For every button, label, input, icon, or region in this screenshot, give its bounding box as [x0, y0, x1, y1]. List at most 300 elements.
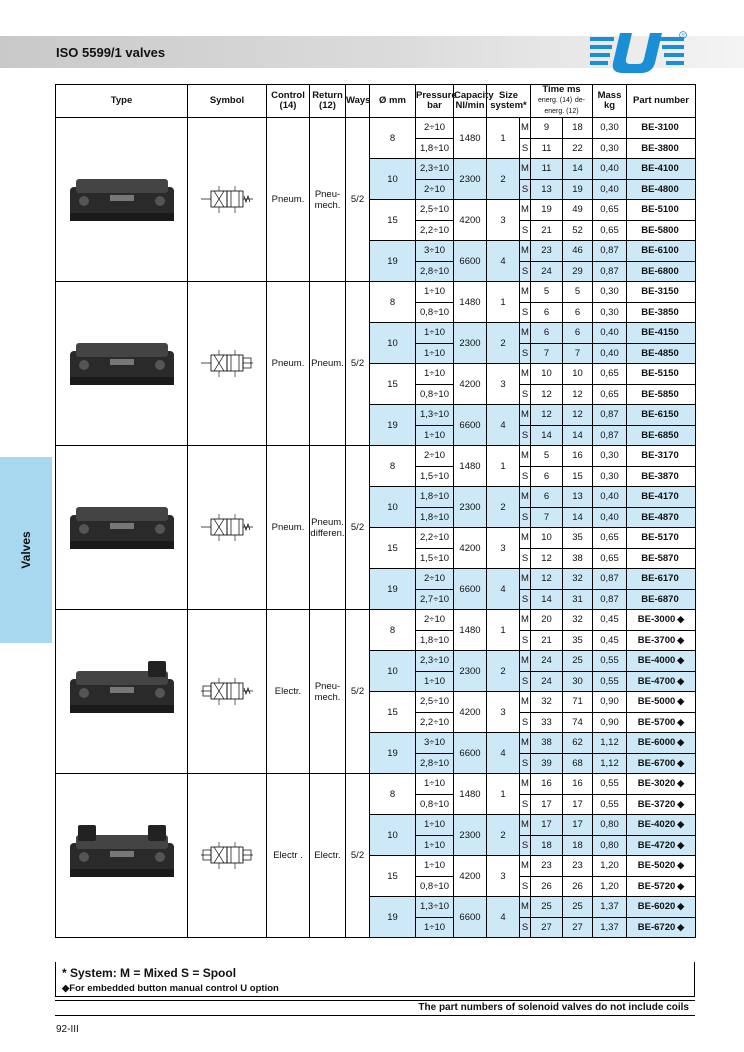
header-diameter: Ø mm	[370, 85, 416, 118]
system-cell: M	[520, 323, 531, 344]
pressure-cell: 2,5÷10	[416, 692, 454, 713]
time-deenerg-cell: 25	[563, 897, 593, 918]
part-number-cell	[627, 343, 696, 364]
time-deenerg-cell: 32	[563, 569, 593, 590]
mass-cell: 0,30	[593, 446, 627, 467]
part-number-cell	[627, 897, 696, 918]
size-cell: 4	[487, 897, 520, 938]
diameter-cell: 8	[370, 774, 416, 815]
size-cell: 4	[487, 733, 520, 774]
mass-cell: 0,65	[593, 364, 627, 385]
part-number-cell	[627, 179, 696, 200]
diameter-cell: 15	[370, 364, 416, 405]
capacity-cell: 4200	[454, 692, 487, 733]
part-number-cell	[627, 794, 696, 815]
manual-control-marker-icon: ◆	[677, 634, 685, 645]
time-energ-cell: 21	[531, 220, 563, 241]
part-number: BE-6020	[637, 901, 676, 913]
time-deenerg-cell: 46	[563, 241, 593, 262]
pressure-cell: 1÷10	[416, 343, 454, 364]
capacity-cell: 4200	[454, 364, 487, 405]
part-number-cell	[627, 384, 696, 405]
system-cell: S	[520, 548, 531, 569]
time-deenerg-cell: 35	[563, 630, 593, 651]
time-energ-cell: 21	[531, 630, 563, 651]
system-cell: S	[520, 876, 531, 897]
valve-photo-icon	[62, 821, 182, 891]
part-number-cell	[627, 753, 696, 774]
time-deenerg-cell: 31	[563, 589, 593, 610]
time-energ-cell: 5	[531, 446, 563, 467]
coil-note: The part numbers of solenoid valves do not include coils	[55, 1000, 695, 1016]
valve-symbol-icon	[191, 511, 263, 545]
time-deenerg-cell: 17	[563, 815, 593, 836]
diameter-cell: 19	[370, 241, 416, 282]
part-number: BE-4100	[641, 163, 679, 175]
time-energ-cell: 13	[531, 179, 563, 200]
pressure-cell: 1,8÷10	[416, 630, 454, 651]
time-deenerg-cell: 16	[563, 446, 593, 467]
system-cell: S	[520, 343, 531, 364]
mass-cell: 0,87	[593, 241, 627, 262]
header-time: Time ms energ. (14) de-energ. (12)	[531, 85, 593, 118]
control-cell: Pneum.	[267, 118, 310, 282]
table-row	[56, 610, 696, 631]
mass-cell: 0,30	[593, 302, 627, 323]
part-number-cell	[627, 446, 696, 467]
time-deenerg-cell: 30	[563, 671, 593, 692]
time-energ-cell: 17	[531, 794, 563, 815]
system-cell: S	[520, 835, 531, 856]
system-cell: S	[520, 138, 531, 159]
part-number: BE-4800	[641, 183, 679, 195]
time-deenerg-cell: 18	[563, 118, 593, 139]
system-cell: M	[520, 282, 531, 303]
ways-cell: 5/2	[346, 282, 370, 446]
pressure-cell: 2÷10	[416, 446, 454, 467]
mass-cell: 1,20	[593, 876, 627, 897]
system-cell: M	[520, 487, 531, 508]
control-cell: Electr .	[267, 774, 310, 938]
time-deenerg-cell: 23	[563, 856, 593, 877]
part-number: BE-3870	[641, 470, 679, 482]
time-energ-cell: 26	[531, 876, 563, 897]
footer-legend	[55, 962, 695, 997]
part-number: BE-3800	[641, 142, 679, 154]
part-number: BE-6170	[641, 573, 679, 585]
part-number-cell	[627, 159, 696, 180]
system-cell: S	[520, 630, 531, 651]
capacity-cell: 2300	[454, 651, 487, 692]
pressure-cell: 0,8÷10	[416, 302, 454, 323]
part-number: BE-6720	[637, 921, 676, 933]
part-number: BE-5020	[637, 860, 676, 872]
diameter-cell: 15	[370, 692, 416, 733]
valve-table	[55, 84, 696, 938]
pressure-cell: 2÷10	[416, 118, 454, 139]
mass-cell: 0,87	[593, 425, 627, 446]
time-deenerg-cell: 74	[563, 712, 593, 733]
time-energ-cell: 20	[531, 610, 563, 631]
mass-cell: 0,45	[593, 630, 627, 651]
system-cell: S	[520, 384, 531, 405]
mass-cell: 0,87	[593, 589, 627, 610]
time-deenerg-cell: 18	[563, 835, 593, 856]
time-energ-cell: 27	[531, 917, 563, 938]
part-number-cell	[627, 774, 696, 795]
part-number: BE-3850	[641, 306, 679, 318]
part-number: BE-4720	[637, 839, 676, 851]
diameter-cell: 19	[370, 897, 416, 938]
mass-cell: 0,30	[593, 466, 627, 487]
mass-cell: 0,90	[593, 712, 627, 733]
size-cell: 1	[487, 446, 520, 487]
part-number: BE-4170	[641, 491, 679, 503]
manual-control-marker-icon: ◆	[677, 880, 685, 891]
diameter-cell: 8	[370, 282, 416, 323]
size-cell: 2	[487, 815, 520, 856]
part-number-cell	[627, 712, 696, 733]
time-deenerg-cell: 19	[563, 179, 593, 200]
size-cell: 2	[487, 323, 520, 364]
option-legend: ◆For embedded button manual control U option	[62, 983, 279, 994]
part-number: BE-4000	[637, 655, 676, 667]
size-cell: 1	[487, 774, 520, 815]
manual-control-marker-icon: ◆	[677, 614, 685, 625]
time-deenerg-cell: 71	[563, 692, 593, 713]
control-cell: Electr.	[267, 610, 310, 774]
capacity-cell: 6600	[454, 241, 487, 282]
system-cell: S	[520, 466, 531, 487]
mass-cell: 0,65	[593, 384, 627, 405]
mass-cell: 1,37	[593, 917, 627, 938]
manual-control-marker-icon: ◆	[677, 839, 685, 850]
size-cell: 3	[487, 200, 520, 241]
pressure-cell: 2,2÷10	[416, 712, 454, 733]
time-deenerg-cell: 14	[563, 159, 593, 180]
system-cell: S	[520, 425, 531, 446]
diameter-cell: 10	[370, 487, 416, 528]
valve-photo-icon	[62, 657, 182, 727]
ways-cell: 5/2	[346, 118, 370, 282]
mass-cell: 0,45	[593, 610, 627, 631]
capacity-cell: 1480	[454, 282, 487, 323]
time-deenerg-cell: 14	[563, 425, 593, 446]
pressure-cell: 0,8÷10	[416, 876, 454, 897]
mass-cell: 0,65	[593, 220, 627, 241]
diameter-cell: 15	[370, 856, 416, 897]
time-deenerg-cell: 27	[563, 917, 593, 938]
time-deenerg-cell: 6	[563, 323, 593, 344]
size-cell: 2	[487, 159, 520, 200]
part-number: BE-3020	[637, 778, 676, 790]
mass-cell: 0,40	[593, 323, 627, 344]
part-number: BE-4020	[637, 819, 676, 831]
system-cell: S	[520, 671, 531, 692]
part-number: BE-5850	[641, 388, 679, 400]
ways-cell: 5/2	[346, 774, 370, 938]
part-number: BE-4700	[637, 675, 676, 687]
system-cell: S	[520, 261, 531, 282]
system-cell: M	[520, 528, 531, 549]
size-cell: 3	[487, 364, 520, 405]
capacity-cell: 1480	[454, 446, 487, 487]
time-energ-cell: 17	[531, 815, 563, 836]
time-deenerg-cell: 25	[563, 651, 593, 672]
pressure-cell: 0,8÷10	[416, 794, 454, 815]
system-cell: M	[520, 446, 531, 467]
pressure-cell: 1,8÷10	[416, 487, 454, 508]
part-number: BE-6800	[641, 265, 679, 277]
time-deenerg-cell: 12	[563, 384, 593, 405]
part-number-cell	[627, 733, 696, 754]
part-number-cell	[627, 241, 696, 262]
pressure-cell: 2,2÷10	[416, 528, 454, 549]
mass-cell: 0,30	[593, 118, 627, 139]
time-energ-cell: 11	[531, 138, 563, 159]
mass-cell: 0,80	[593, 815, 627, 836]
manual-control-marker-icon: ◆	[677, 778, 685, 789]
time-energ-cell: 24	[531, 651, 563, 672]
pressure-cell: 1÷10	[416, 323, 454, 344]
diameter-cell: 10	[370, 651, 416, 692]
part-number-cell	[627, 466, 696, 487]
part-number-cell	[627, 835, 696, 856]
time-deenerg-cell: 16	[563, 774, 593, 795]
mass-cell: 1,37	[593, 897, 627, 918]
diameter-cell: 15	[370, 200, 416, 241]
pressure-cell: 1,5÷10	[416, 466, 454, 487]
pressure-cell: 2,2÷10	[416, 220, 454, 241]
time-energ-cell: 19	[531, 200, 563, 221]
size-cell: 4	[487, 241, 520, 282]
type-image-cell	[56, 282, 188, 446]
system-cell: M	[520, 405, 531, 426]
pressure-cell: 3÷10	[416, 241, 454, 262]
size-cell: 1	[487, 282, 520, 323]
manual-control-marker-icon: ◆	[677, 737, 685, 748]
part-number: BE-3100	[641, 122, 679, 134]
valve-photo-icon	[62, 329, 182, 399]
time-deenerg-cell: 68	[563, 753, 593, 774]
pressure-cell: 1÷10	[416, 671, 454, 692]
time-deenerg-cell: 35	[563, 528, 593, 549]
mass-cell: 0,55	[593, 774, 627, 795]
mass-cell: 0,65	[593, 200, 627, 221]
time-deenerg-cell: 12	[563, 405, 593, 426]
mass-cell: 0,40	[593, 487, 627, 508]
part-number-cell	[627, 569, 696, 590]
time-energ-cell: 7	[531, 507, 563, 528]
part-number-cell	[627, 856, 696, 877]
part-number-cell	[627, 630, 696, 651]
capacity-cell: 1480	[454, 774, 487, 815]
capacity-cell: 6600	[454, 733, 487, 774]
pressure-cell: 2,3÷10	[416, 159, 454, 180]
pressure-cell: 1,3÷10	[416, 405, 454, 426]
part-number-cell	[627, 589, 696, 610]
time-energ-cell: 11	[531, 159, 563, 180]
time-energ-cell: 6	[531, 466, 563, 487]
pressure-cell: 1,3÷10	[416, 897, 454, 918]
capacity-cell: 2300	[454, 159, 487, 200]
system-cell: M	[520, 159, 531, 180]
time-energ-cell: 9	[531, 118, 563, 139]
system-cell: S	[520, 794, 531, 815]
part-number-cell	[627, 671, 696, 692]
time-energ-cell: 12	[531, 548, 563, 569]
pressure-cell: 2,8÷10	[416, 261, 454, 282]
time-deenerg-cell: 38	[563, 548, 593, 569]
system-cell: M	[520, 610, 531, 631]
part-number-cell	[627, 548, 696, 569]
system-cell: M	[520, 364, 531, 385]
mass-cell: 0,40	[593, 343, 627, 364]
part-number-cell	[627, 692, 696, 713]
capacity-cell: 4200	[454, 528, 487, 569]
system-cell: S	[520, 712, 531, 733]
capacity-cell: 6600	[454, 405, 487, 446]
part-number-cell	[627, 323, 696, 344]
manual-control-marker-icon: ◆	[677, 819, 685, 830]
part-number: BE-5870	[641, 552, 679, 564]
side-tab-valves[interactable]: Valves	[0, 457, 52, 643]
part-number-cell	[627, 138, 696, 159]
diameter-cell: 10	[370, 815, 416, 856]
return-cell: Pneum. differen.	[310, 446, 346, 610]
manual-control-marker-icon: ◆	[677, 860, 685, 871]
part-number-cell	[627, 610, 696, 631]
system-cell: M	[520, 241, 531, 262]
valve-symbol-icon	[191, 183, 263, 217]
mass-cell: 1,12	[593, 733, 627, 754]
part-number-cell	[627, 302, 696, 323]
pressure-cell: 0,8÷10	[416, 384, 454, 405]
manual-control-marker-icon: ◆	[677, 798, 685, 809]
diameter-cell: 19	[370, 405, 416, 446]
mass-cell: 0,80	[593, 835, 627, 856]
valve-symbol-icon	[191, 839, 263, 873]
diameter-cell: 10	[370, 159, 416, 200]
mass-cell: 1,20	[593, 856, 627, 877]
part-number: BE-3700	[637, 634, 676, 646]
symbol-cell	[188, 610, 267, 774]
pressure-cell: 2÷10	[416, 179, 454, 200]
part-number: BE-5150	[641, 368, 679, 380]
manual-control-marker-icon: ◆	[677, 696, 685, 707]
mass-cell: 0,40	[593, 179, 627, 200]
capacity-cell: 1480	[454, 610, 487, 651]
header-part-number: Part number	[627, 85, 696, 118]
size-cell: 1	[487, 118, 520, 159]
system-cell: S	[520, 302, 531, 323]
part-number: BE-3150	[641, 286, 679, 298]
size-cell: 3	[487, 692, 520, 733]
type-image-cell	[56, 610, 188, 774]
time-energ-cell: 6	[531, 323, 563, 344]
capacity-cell: 4200	[454, 856, 487, 897]
diameter-cell: 8	[370, 118, 416, 159]
part-number-cell	[627, 651, 696, 672]
header-control: Control (14)	[267, 85, 310, 118]
return-cell: Pneum.	[310, 282, 346, 446]
time-deenerg-cell: 29	[563, 261, 593, 282]
page-title: ISO 5599/1 valves	[56, 45, 166, 60]
time-deenerg-cell: 49	[563, 200, 593, 221]
diameter-cell: 15	[370, 528, 416, 569]
diameter-cell: 8	[370, 446, 416, 487]
mass-cell: 0,87	[593, 569, 627, 590]
part-number: BE-6850	[641, 429, 679, 441]
return-cell: Electr.	[310, 774, 346, 938]
mass-cell: 0,40	[593, 159, 627, 180]
table-row	[56, 282, 696, 303]
svg-text:R: R	[681, 32, 685, 38]
type-image-cell	[56, 446, 188, 610]
system-cell: M	[520, 897, 531, 918]
header-pressure: Pressure bar	[416, 85, 454, 118]
time-energ-cell: 23	[531, 241, 563, 262]
time-energ-cell: 14	[531, 425, 563, 446]
time-energ-cell: 14	[531, 589, 563, 610]
time-energ-cell: 24	[531, 671, 563, 692]
mass-cell: 0,30	[593, 282, 627, 303]
part-number-cell	[627, 364, 696, 385]
control-cell: Pneum.	[267, 282, 310, 446]
part-number: BE-5100	[641, 204, 679, 216]
part-number: BE-6100	[641, 245, 679, 257]
part-number: BE-5000	[637, 696, 676, 708]
time-deenerg-cell: 62	[563, 733, 593, 754]
capacity-cell: 2300	[454, 815, 487, 856]
time-deenerg-cell: 7	[563, 343, 593, 364]
ways-cell: 5/2	[346, 610, 370, 774]
system-cell: S	[520, 917, 531, 938]
header-mass: Mass kg	[593, 85, 627, 118]
part-number-cell	[627, 528, 696, 549]
part-number-cell	[627, 487, 696, 508]
system-cell: S	[520, 220, 531, 241]
time-energ-cell: 38	[531, 733, 563, 754]
page-number: 92-III	[56, 1024, 79, 1035]
pressure-cell: 2,7÷10	[416, 589, 454, 610]
system-cell: M	[520, 569, 531, 590]
part-number: BE-4850	[641, 347, 679, 359]
table-row	[56, 774, 696, 795]
manual-control-marker-icon: ◆	[677, 716, 685, 727]
diameter-cell: 19	[370, 569, 416, 610]
mass-cell: 0,30	[593, 138, 627, 159]
capacity-cell: 2300	[454, 487, 487, 528]
pressure-cell: 1÷10	[416, 917, 454, 938]
time-energ-cell: 18	[531, 835, 563, 856]
valve-photo-icon	[62, 165, 182, 235]
part-number-cell	[627, 876, 696, 897]
header-symbol: Symbol	[188, 85, 267, 118]
pressure-cell: 2÷10	[416, 569, 454, 590]
capacity-cell: 6600	[454, 569, 487, 610]
time-deenerg-cell: 5	[563, 282, 593, 303]
part-number-cell	[627, 282, 696, 303]
capacity-cell: 4200	[454, 200, 487, 241]
header-size: Size system*	[487, 85, 531, 118]
pressure-cell: 1,8÷10	[416, 507, 454, 528]
symbol-cell	[188, 118, 267, 282]
mass-cell: 0,65	[593, 548, 627, 569]
system-cell: S	[520, 753, 531, 774]
part-number: BE-3000	[637, 614, 676, 626]
capacity-cell: 6600	[454, 897, 487, 938]
